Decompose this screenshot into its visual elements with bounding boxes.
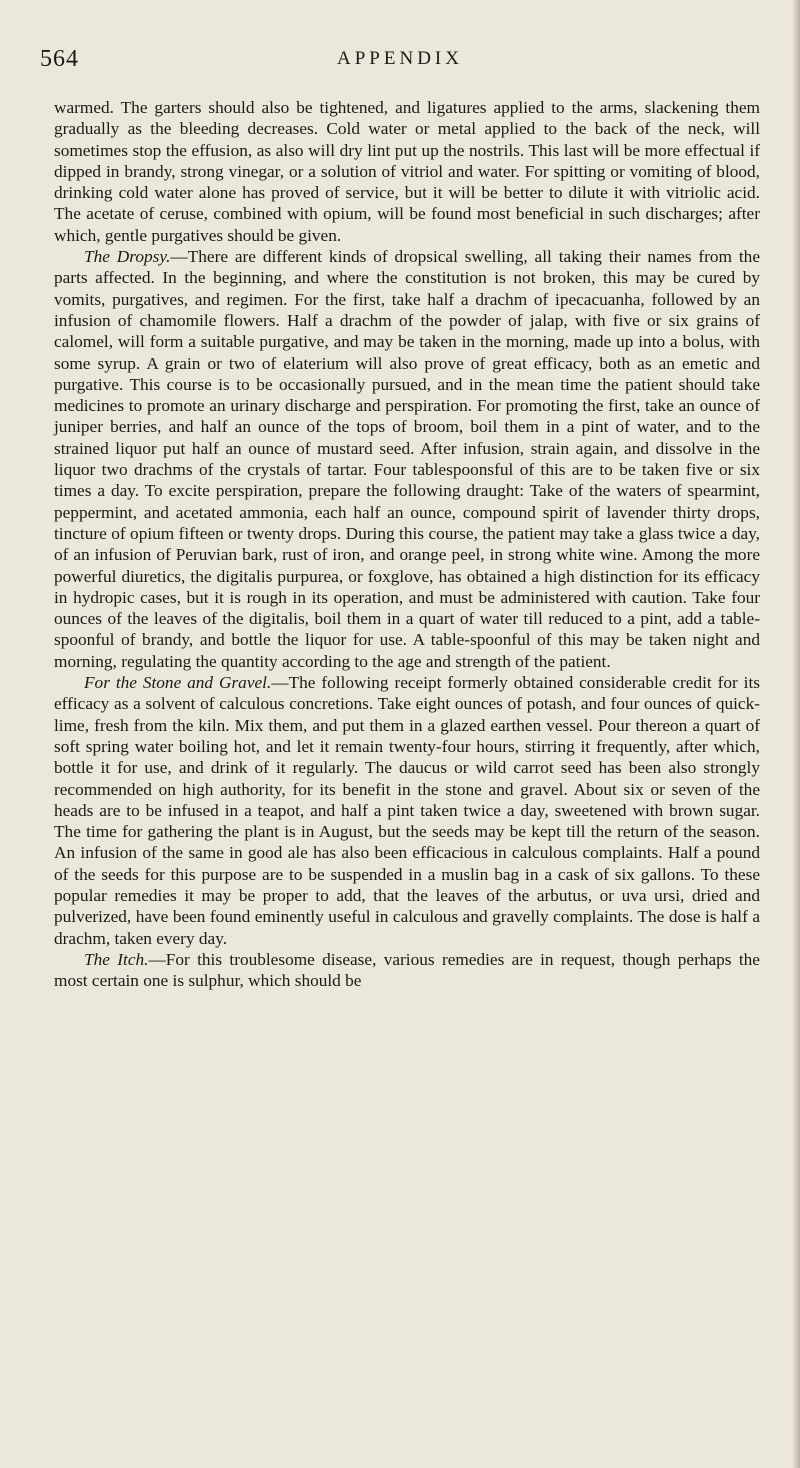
section-title-itch: The Itch. bbox=[84, 949, 149, 969]
section-title-stone-and-gravel: For the Stone and Gravel. bbox=[84, 673, 272, 693]
paragraph-stone-and-gravel bbox=[54, 672, 760, 949]
paragraph-text: —The following receipt formerly obtained considerable credit for its efficacy as a solvent of calculous concretions. Take eight ounces of potash, and four ounces of quick-lime, fresh from the kiln. Mix them, and put them in a glazed earthen vessel. Pour thereon a quart of soft spring water boiling hot, and let it remain twenty-four hours, stirring it frequently, after which, bottle it for use, and drink of it regularly. The daucus or wild carrot seed has been also strongly recommended on high authority, for its benefit in the stone and gravel. About six or seven of the heads are to be infused in a teapot, and half a pint taken twice a day, sweetened with brown sugar. The time for gathering the plant is in August, but the seeds may be kept till the return of the season. An infusion of the same in good ale has also been efficacious in calculous complaints. Half a pound of the seeds for this purpose are to be suspended in a muslin bag in a cask of six gallons. To these popular remedies it may be proper to add, that the leaves of the arbutus, or uva ursi, dried and pulverized, have been found eminently useful in calculous and gravelly complaints. The dose is half a drachm, taken every day. bbox=[54, 673, 760, 948]
paragraph-itch bbox=[54, 949, 760, 992]
paragraph-text: warmed. The garters should also be tightened, and ligatures applied to the arms, slackening them gradually as the bleeding decreases. Cold water or metal applied to the back of the neck, will sometimes stop the effusion, as also will dry lint put up the nostrils. This last will be more effectual if dipped in brandy, strong vinegar, or a solution of vitriol and water. For spitting or vomiting of blood, drinking cold water alone has proved of service, but it will be better to dilute it with vitriolic acid. The acetate of ceruse, combined with opium, will be found most beneficial in such discharges; after which, gentle purgatives should be given. bbox=[54, 98, 760, 245]
paragraph-hemorrhage-continued bbox=[54, 97, 760, 246]
page-number: 564 bbox=[40, 46, 79, 72]
paragraph-dropsy bbox=[54, 246, 760, 672]
paragraph-text: —There are different kinds of dropsical swelling, all taking their names from the parts affected. In the beginning, and where the constitution is not broken, this may be cured by vomits, purgatives, and regimen. For the first, take half a drachm of ipecacuanha, followed by an infusion of chamomile flowers. Half a drachm of the powder of jalap, with five or six grains of calomel, will form a suitable purgative, and may be taken in the morning, made up into a bolus, with some syrup. A grain or two of elaterium will also prove of great efficacy, both as an emetic and purgative. This course is to be occasionally pursued, and in the mean time the patient should take medicines to promote an urinary discharge and perspiration. For promoting the first, take an ounce of juniper berries, and half an ounce of the tops of broom, boil them in a pint of water, and to the strained liquor put half an ounce of mustard seed. After infusion, strain again, and dissolve in the liquor two drachms of the crystals of tartar. Four tablespoonsful of this are to be taken five or six times a day. To excite perspiration, prepare the following draught: Take of the waters of spearmint, peppermint, and acetated ammonia, each half an ounce, compound spirit of lavender thirty drops, tincture of opium fifteen or twenty drops. During this course, the patient may take a glass twice a day, of an infusion of Peruvian bark, rust of iron, and orange peel, in strong white wine. Among the more powerful diuretics, the digitalis purpurea, or foxglove, has obtained a high distinction for its efficacy in hydropic cases, but it is rough in its operation, and must be administered with caution. Take four ounces of the leaves of the digitalis, boil them in a quart of water till reduced to a pint, add a table-spoonful of brandy, and bottle the liquor for use. A table-spoonful of this may be taken night and morning, regulating the quantity according to the age and strength of the patient. bbox=[54, 247, 760, 671]
paragraph-text: —For this troublesome disease, various remedies are in request, though perhaps the most certain one is sulphur, which should be bbox=[54, 949, 760, 991]
running-head: APPENDIX bbox=[337, 48, 463, 69]
body-text bbox=[54, 97, 760, 991]
page-header bbox=[40, 40, 760, 74]
section-title-dropsy: The Dropsy. bbox=[84, 247, 171, 267]
page-edge-shadow bbox=[792, 0, 800, 1468]
